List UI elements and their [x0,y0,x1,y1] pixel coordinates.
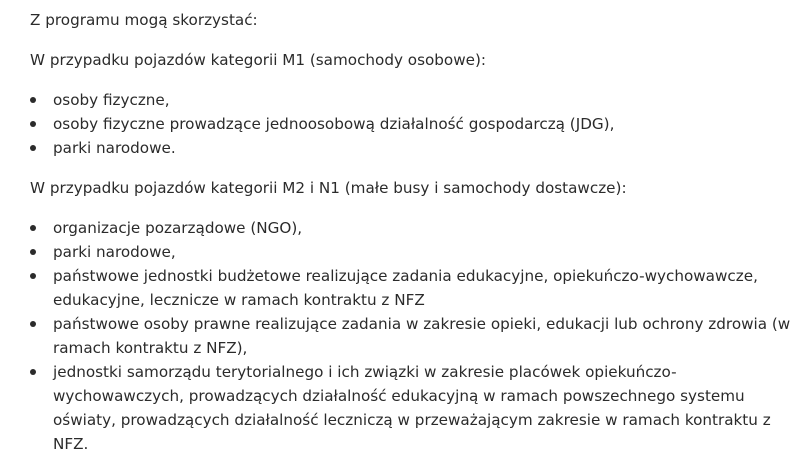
eligible-list-m1 [30,88,793,160]
intro-text: Z programu mogą skorzystać: [30,11,258,29]
list-item: organizacje pozarządowe (NGO), [30,216,793,240]
list-item: osoby fizyczne, [30,88,793,112]
list-item: parki narodowe, [30,240,793,264]
list-item: parki narodowe. [30,136,793,160]
section-heading-m1: W przypadku pojazdów kategorii M1 (samochody osobowe): [30,51,487,69]
section-heading-m2-n1: W przypadku pojazdów kategorii M2 i N1 (małe busy i samochody dostawcze): [30,179,627,197]
eligible-list-m2-n1 [30,216,793,456]
list-item: państwowe jednostki budżetowe realizujące zadania edukacyjne, opiekuńczo-wychowawcze, edukacyjne, lecznicze w ramach kontraktu z NFZ [30,264,793,312]
list-item: osoby fizyczne prowadzące jednoosobową działalność gospodarczą (JDG), [30,112,793,136]
list-item: państwowe osoby prawne realizujące zadania w zakresie opieki, edukacji lub ochrony zdrowia (w ramach kontraktu z NFZ), [30,312,793,360]
list-item: jednostki samorządu terytorialnego i ich związki w zakresie placówek opiekuńczo-wychowawczych, prowadzących działalność edukacyjną w ramach powszechnego systemu oświaty, prowadzących działalność leczniczą w przeważającym zakresie w ramach kontraktu z NFZ. [30,360,793,456]
